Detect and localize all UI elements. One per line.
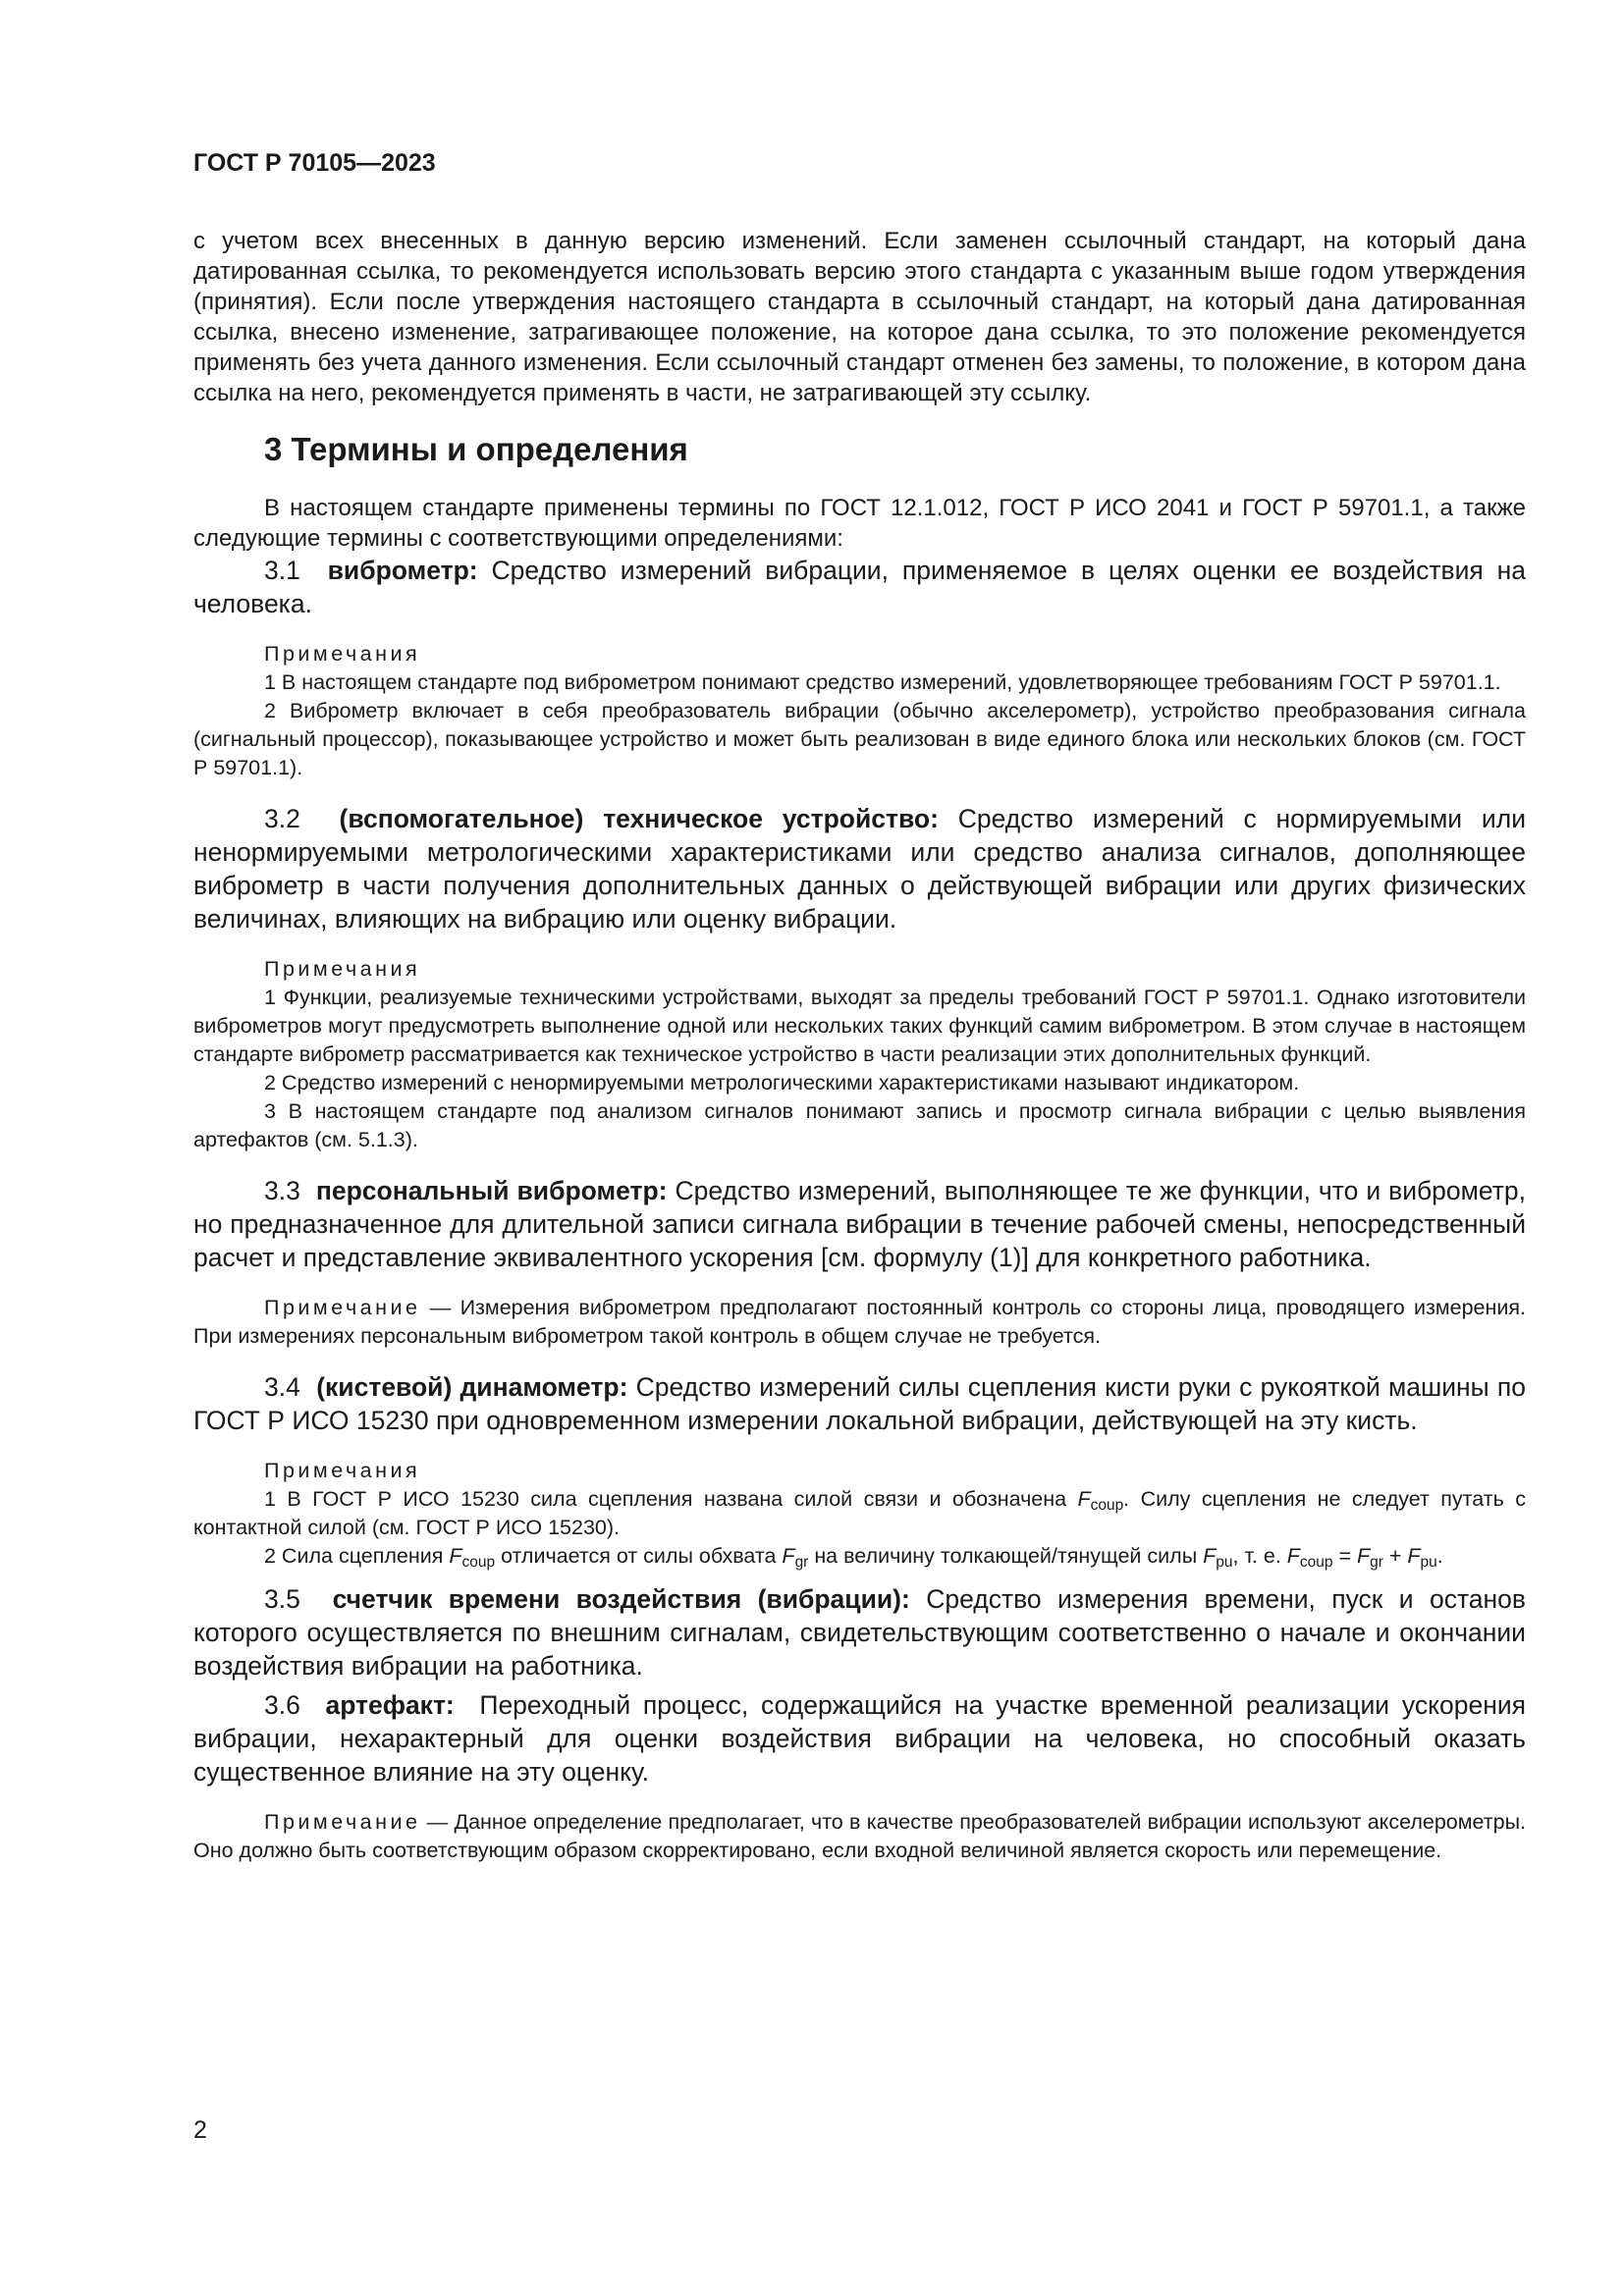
- term-name: артефакт:: [325, 1690, 455, 1720]
- term-definition: Средство измерений вибрации, применяемое в целях оценки ее воздействия на человека.: [193, 556, 1526, 618]
- note-3-1-2: 2 Виброметр включает в себя преобразователь вибрации (обычно акселерометр), устройство преобразования сигнала (сигнальный процессор), показывающее устройство и может быть реализован в виде единого блока или нескольких блоков (см. ГОСТ Р 59701.1).: [193, 699, 1526, 779]
- note-3-2-2: 2 Средство измерений с ненормируемыми метрологическими характеристиками называют индикатором.: [264, 1071, 1300, 1095]
- note-3-6: [193, 1808, 1526, 1865]
- note-text: — Данное определение предполагает, что в качестве преобразователей вибрации используют акселерометры. Оно должно быть соответствующим образом скорректировано, если входной величиной является скорость или перемещение.: [193, 1810, 1526, 1862]
- term-number: 3.6: [264, 1690, 300, 1720]
- term-definition: Переходный процесс, содержащийся на участке временной реализации ускорения вибрации, нехарактерный для оценки воздействия вибрации на человека, но способный оказать существенное влияние на эту оценку.: [193, 1690, 1526, 1787]
- note-text: . Силу сцепления не следует путать с контактной силой (см. ГОСТ Р ИСО 15230).: [193, 1487, 1526, 1539]
- symbol-f: F: [1356, 1544, 1371, 1568]
- document-header: ГОСТ Р 70105—2023: [193, 149, 436, 177]
- term-number: 3.2: [264, 804, 300, 833]
- symbol-f: F: [1286, 1544, 1300, 1568]
- notes-label: Примечания: [264, 1459, 421, 1482]
- term-name: (вспомогательное) техническое устройство:: [339, 804, 939, 833]
- term-3-2: [193, 802, 1526, 935]
- note-3-2-3: 3 В настоящем стандарте под анализом сигналов понимают запись и просмотр сигнала вибрации с целью выявления артефактов (см. 5.1.3).: [193, 1099, 1526, 1151]
- term-definition: Средство измерений с нормируемыми или ненормируемыми метрологическими характеристиками или средство анализа сигналов, дополняющее виброметр в части получения дополнительных данных о действующей вибрации или других физических величинах, влияющих на вибрацию или оценку вибрации.: [193, 804, 1526, 934]
- subscript-coup: coup: [461, 1553, 496, 1571]
- note-text: 1 В ГОСТ Р ИСО 15230 сила сцепления названа силой связи и обозначена: [264, 1487, 1067, 1511]
- term-name: виброметр:: [327, 556, 478, 585]
- term-definition: Средство измерений, выполняющее те же функции, что и виброметр, но предназначенное для длительной записи сигнала вибрации в течение рабочей смены, непосредственный расчет и представление эквивалентного ускорения [см. формулу (1)] для конкретного работника.: [193, 1176, 1526, 1272]
- notes-label: Примечания: [264, 957, 421, 981]
- note-3-1-1: 1 В настоящем стандарте под виброметром понимают средство измерений, удовлетворяющее требованиям ГОСТ Р 59701.1.: [264, 670, 1501, 694]
- term-3-4: [193, 1370, 1526, 1437]
- note-3-4-2: 2 Сила сцепления $F_{coup}$ отличается от силы обхвата $F_{gr}$ на величину толкающей/тянущей силы $F_{pu}$, т. е. $F_{coup} = F_{gr} + F_{pu}$.: [264, 1544, 1443, 1571]
- note-3-3: [193, 1294, 1526, 1351]
- term-number: 3.1: [264, 556, 300, 585]
- term-3-6: [193, 1688, 1526, 1789]
- symbol-f: F: [449, 1544, 462, 1568]
- intro-paragraph: с учетом всех внесенных в данную версию изменений. Если заменен ссылочный стандарт, на который дана датированная ссылка, то рекомендуется использовать версию этого стандарта с указанным выше годом утверждения (принятия). Если после утверждения настоящего стандарта в ссылочный стандарт, на который дана датированная ссылка, внесено изменение, затрагивающее положение, на которое дана ссылка, то это положение рекомендуется применять без учета данного изменения. Если ссылочный стандарт отменен без замены, то положение, в котором дана ссылка на него, рекомендуется применять в части, не затрагивающей эту ссылку.: [193, 228, 1526, 406]
- term-name: персональный виброметр:: [315, 1176, 668, 1205]
- note-label: Примечание: [264, 1296, 421, 1319]
- term-name: счетчик времени воздействия (вибрации):: [332, 1584, 910, 1614]
- symbol-f: F: [1203, 1544, 1217, 1568]
- subscript-coup: coup: [1090, 1496, 1124, 1514]
- symbol-f: F: [782, 1544, 795, 1568]
- term-3-1: [193, 554, 1526, 620]
- term-3-3: [193, 1174, 1526, 1274]
- section-heading: 3 Термины и определения: [264, 431, 688, 467]
- note-label: Примечание: [264, 1810, 421, 1834]
- note-text: 2 Сила сцепления: [264, 1544, 444, 1568]
- subscript-gr: gr: [794, 1553, 809, 1571]
- term-number: 3.5: [264, 1584, 300, 1614]
- term-3-5: [193, 1582, 1526, 1682]
- symbol-f: F: [1407, 1544, 1421, 1568]
- term-definition: Средство измерений силы сцепления кисти руки с рукояткой машины по ГОСТ Р ИСО 15230 при одновременном измерении локальной вибрации, действующей на эту кисть.: [193, 1372, 1526, 1435]
- notes-label: Примечания: [264, 642, 421, 666]
- page-content: [193, 226, 1526, 1865]
- symbol-f: F: [1077, 1487, 1091, 1511]
- term-name: (кистевой) динамометр:: [316, 1372, 628, 1402]
- note-text: отличается от силы обхвата: [501, 1544, 777, 1568]
- section-intro: В настоящем стандарте применены термины по ГОСТ 12.1.012, ГОСТ Р ИСО 2041 и ГОСТ Р 59701.1, а также следующие термины с соответствующими определениями:: [193, 495, 1526, 552]
- subscript-pu: pu: [1420, 1553, 1437, 1571]
- term-definition: Средство измерения времени, пуск и останов которого осуществляется по внешним сигналам, свидетельствующим соответственно о начале и окончании воздействия вибрации на работника.: [193, 1584, 1526, 1681]
- term-number: 3.3: [264, 1176, 300, 1205]
- subscript-coup: coup: [1299, 1553, 1333, 1571]
- note-3-4-1: [193, 1485, 1526, 1542]
- note-text: на величину толкающей/тянущей силы: [814, 1544, 1198, 1568]
- note-3-2-1: 1 Функции, реализуемые техническими устройствами, выходят за пределы требований ГОСТ Р 59701.1. Однако изготовители виброметров могут предусмотреть выполнение одной или нескольких таких функций самим виброметром. В этом случае в настоящем стандарте виброметр рассматривается как техническое устройство в части реализации этих дополнительных функций.: [193, 986, 1526, 1066]
- subscript-pu: pu: [1216, 1553, 1233, 1571]
- note-text: — Измерения виброметром предполагают постоянный контроль со стороны лица, проводящего измерения. При измерениях персональным виброметром такой контроль в общем случае не требуется.: [193, 1296, 1526, 1348]
- page-number: 2: [193, 2116, 207, 2144]
- term-number: 3.4: [264, 1372, 300, 1402]
- subscript-gr: gr: [1370, 1553, 1383, 1571]
- note-text: , т. е.: [1232, 1544, 1281, 1568]
